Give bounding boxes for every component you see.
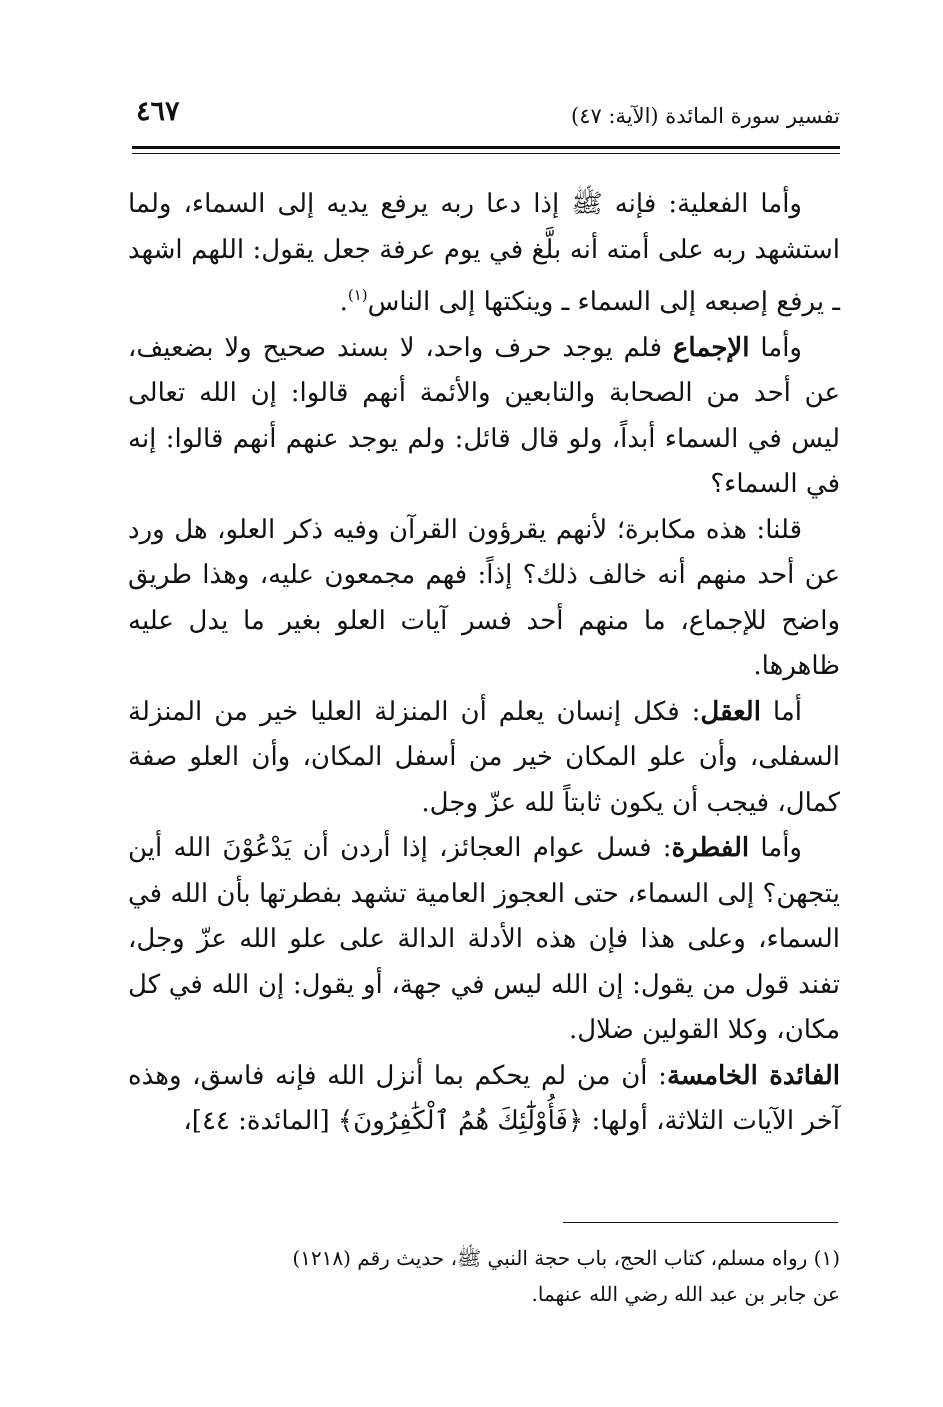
paragraph-5-prefix: وأما (749, 833, 802, 863)
header-rule-thick (132, 146, 840, 149)
main-text (128, 182, 840, 1145)
paragraph-4-text: : فكل إنسان يعلم أن المنزلة العليا خير من المنزلة السفلى، وأن علو المكان خير من أسفل المكان، وأن العلو صفة كمال، فيجب أن يكون ثابتاً لله عزّ وجل. (128, 696, 840, 818)
paragraph-3 (128, 508, 840, 690)
paragraph-2-lead: الإجماع (672, 332, 750, 363)
paragraph-2-prefix: وأما (749, 332, 802, 363)
page-number: ٤٦٧ (136, 96, 180, 127)
paragraph-6-lead: الفائدة الخامسة (666, 1060, 840, 1091)
paragraph-1-tail: . (339, 287, 348, 317)
footnote-line-1: (١) رواه مسلم، كتاب الحج، باب حجة النبي ﷺ، حديث رقم (١٢١٨) (292, 1246, 840, 1270)
paragraph-5-lead: الفطرة (671, 833, 750, 863)
paragraph-4-prefix: أما (760, 696, 802, 727)
paragraph-6 (128, 1054, 840, 1145)
paragraph-5-text: : فسل عوام العجائز، إذا أردن أن يَدْعُوْنَ الله أين يتجهن؟ إلى السماء، حتى العجوز العامية تشهد بفطرتها بأن الله في السماء، وعلى هذا فإن هذه الأدلة الدالة على علو الله عزّ وجل، تفند قول من يقول: إن الله ليس في جهة، أو يقول: إن الله في كل مكان، وكلا القولين ضلال. (128, 833, 840, 1045)
paragraph-2-text: فلم يوجد حرف واحد، لا بسند صحيح ولا بضعيف، عن أحد من الصحابة والتابعين والأئمة أنهم قالوا: إن الله تعالى ليس في السماء أبداً، ولو قال قائل: ولم يوجد عنهم أنهم قالوا: إنه في السماء؟ (128, 332, 840, 499)
page-header (132, 96, 840, 142)
paragraph-1 (128, 182, 840, 326)
paragraph-5 (128, 826, 840, 1054)
footnote-separator (563, 1222, 838, 1223)
paragraph-4-lead: العقل (700, 696, 761, 727)
header-rule-thin (132, 153, 840, 154)
footnote-marker: (١) (347, 286, 368, 304)
running-title: تفسير سورة المائدة (الآية: ٤٧) (570, 104, 840, 128)
footnotes (128, 1240, 840, 1312)
paragraph-1-text: وأما الفعلية: فإنه ﷺ إذا دعا ربه يرفع يديه إلى السماء، ولما استشهد ربه على أمته أنه بلَّغ في يوم عرفة جعل يقول: اللهم اشهد ـ يرفع إصبعه إلى السماء ـ وينكتها إلى الناس (128, 189, 840, 317)
paragraph-4 (128, 690, 840, 827)
paragraph-2 (128, 326, 840, 508)
paragraph-6-text: : أن من لم يحكم بما أنزل الله فإنه فاسق، وهذه آخر الآيات الثلاثة، أولها: ﴿فَأُوْلَٰٓئِكَ هُمُ ٱلْكَٰفِرُونَ﴾ [المائدة: ٤٤]، (128, 1060, 840, 1136)
footnote-line-2: عن جابر بن عبد الله رضي الله عنهما. (531, 1282, 840, 1306)
paragraph-3-text: قلنا: هذه مكابرة؛ لأنهم يقرؤون القرآن وفيه ذكر العلو، هل ورد عن أحد منهم أنه خالف ذلك؟ إذاً: فهم مجمعون عليه، وهذا طريق واضح للإجماع، ما منهم أحد فسر آيات العلو بغير ما يدل عليه ظاهرها. (128, 514, 840, 681)
